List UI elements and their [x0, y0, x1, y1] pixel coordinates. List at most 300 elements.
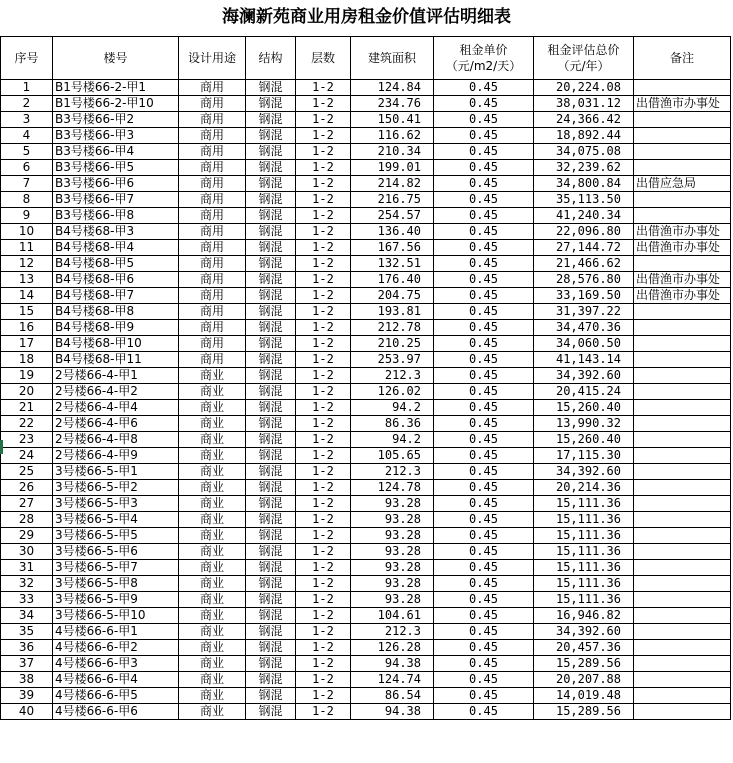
- cell-area[interactable]: 216.75: [351, 192, 434, 208]
- cell-use[interactable]: 商业: [179, 688, 246, 704]
- cell-total[interactable]: 41,240.34: [534, 208, 634, 224]
- cell-unit-price[interactable]: 0.45: [434, 144, 534, 160]
- cell-building[interactable]: B4号楼68-甲10: [53, 336, 179, 352]
- cell-seq[interactable]: 22: [1, 416, 53, 432]
- cell-area[interactable]: 212.3: [351, 464, 434, 480]
- cell-area[interactable]: 86.36: [351, 416, 434, 432]
- cell-building[interactable]: 4号楼66-6-甲2: [53, 640, 179, 656]
- cell-floors[interactable]: 1-2: [296, 512, 351, 528]
- cell-unit-price[interactable]: 0.45: [434, 368, 534, 384]
- cell-total[interactable]: 35,113.50: [534, 192, 634, 208]
- cell-remark[interactable]: [634, 368, 731, 384]
- cell-remark[interactable]: [634, 400, 731, 416]
- cell-remark[interactable]: 出借渔市办事处: [634, 224, 731, 240]
- cell-area[interactable]: 193.81: [351, 304, 434, 320]
- cell-use[interactable]: 商用: [179, 176, 246, 192]
- cell-seq[interactable]: 38: [1, 672, 53, 688]
- cell-use[interactable]: 商业: [179, 544, 246, 560]
- cell-total[interactable]: 15,111.36: [534, 528, 634, 544]
- cell-unit-price[interactable]: 0.45: [434, 352, 534, 368]
- cell-area[interactable]: 93.28: [351, 592, 434, 608]
- cell-use[interactable]: 商业: [179, 368, 246, 384]
- cell-floors[interactable]: 1-2: [296, 624, 351, 640]
- cell-building[interactable]: 3号楼66-5-甲4: [53, 512, 179, 528]
- cell-seq[interactable]: 25: [1, 464, 53, 480]
- cell-building[interactable]: 4号楼66-6-甲4: [53, 672, 179, 688]
- cell-use[interactable]: 商业: [179, 432, 246, 448]
- cell-remark[interactable]: [634, 560, 731, 576]
- cell-building[interactable]: 3号楼66-5-甲6: [53, 544, 179, 560]
- cell-seq[interactable]: 5: [1, 144, 53, 160]
- cell-use[interactable]: 商业: [179, 400, 246, 416]
- cell-unit-price[interactable]: 0.45: [434, 544, 534, 560]
- cell-unit-price[interactable]: 0.45: [434, 576, 534, 592]
- cell-remark[interactable]: 出借渔市办事处: [634, 96, 731, 112]
- cell-total[interactable]: 34,800.84: [534, 176, 634, 192]
- cell-use[interactable]: 商业: [179, 608, 246, 624]
- cell-seq[interactable]: 2: [1, 96, 53, 112]
- cell-total[interactable]: 34,470.36: [534, 320, 634, 336]
- cell-floors[interactable]: 1-2: [296, 272, 351, 288]
- cell-unit-price[interactable]: 0.45: [434, 384, 534, 400]
- cell-remark[interactable]: [634, 208, 731, 224]
- cell-area[interactable]: 150.41: [351, 112, 434, 128]
- cell-building[interactable]: B4号楼68-甲11: [53, 352, 179, 368]
- cell-remark[interactable]: [634, 432, 731, 448]
- cell-seq[interactable]: 39: [1, 688, 53, 704]
- cell-seq[interactable]: 19: [1, 368, 53, 384]
- cell-building[interactable]: 3号楼66-5-甲3: [53, 496, 179, 512]
- cell-structure[interactable]: 钢混: [246, 432, 296, 448]
- cell-floors[interactable]: 1-2: [296, 256, 351, 272]
- cell-building[interactable]: 3号楼66-5-甲10: [53, 608, 179, 624]
- cell-area[interactable]: 94.38: [351, 656, 434, 672]
- cell-area[interactable]: 167.56: [351, 240, 434, 256]
- cell-floors[interactable]: 1-2: [296, 128, 351, 144]
- cell-use[interactable]: 商用: [179, 304, 246, 320]
- cell-area[interactable]: 234.76: [351, 96, 434, 112]
- cell-structure[interactable]: 钢混: [246, 288, 296, 304]
- cell-floors[interactable]: 1-2: [296, 320, 351, 336]
- cell-floors[interactable]: 1-2: [296, 336, 351, 352]
- cell-use[interactable]: 商业: [179, 672, 246, 688]
- cell-seq[interactable]: 23: [1, 432, 53, 448]
- cell-structure[interactable]: 钢混: [246, 224, 296, 240]
- cell-floors[interactable]: 1-2: [296, 576, 351, 592]
- cell-structure[interactable]: 钢混: [246, 304, 296, 320]
- cell-seq[interactable]: 10: [1, 224, 53, 240]
- cell-seq[interactable]: 32: [1, 576, 53, 592]
- cell-structure[interactable]: 钢混: [246, 656, 296, 672]
- cell-total[interactable]: 32,239.62: [534, 160, 634, 176]
- cell-total[interactable]: 22,096.80: [534, 224, 634, 240]
- cell-use[interactable]: 商业: [179, 416, 246, 432]
- cell-structure[interactable]: 钢混: [246, 576, 296, 592]
- cell-use[interactable]: 商用: [179, 320, 246, 336]
- cell-structure[interactable]: 钢混: [246, 464, 296, 480]
- cell-total[interactable]: 20,214.36: [534, 480, 634, 496]
- cell-floors[interactable]: 1-2: [296, 160, 351, 176]
- cell-building[interactable]: B1号楼66-2-甲10: [53, 96, 179, 112]
- cell-total[interactable]: 16,946.82: [534, 608, 634, 624]
- cell-structure[interactable]: 钢混: [246, 144, 296, 160]
- cell-unit-price[interactable]: 0.45: [434, 512, 534, 528]
- cell-structure[interactable]: 钢混: [246, 496, 296, 512]
- cell-remark[interactable]: [634, 192, 731, 208]
- cell-remark[interactable]: [634, 592, 731, 608]
- cell-area[interactable]: 124.84: [351, 80, 434, 96]
- cell-remark[interactable]: [634, 704, 731, 720]
- cell-unit-price[interactable]: 0.45: [434, 560, 534, 576]
- cell-structure[interactable]: 钢混: [246, 336, 296, 352]
- cell-seq[interactable]: 15: [1, 304, 53, 320]
- cell-structure[interactable]: 钢混: [246, 608, 296, 624]
- cell-remark[interactable]: [634, 608, 731, 624]
- cell-floors[interactable]: 1-2: [296, 688, 351, 704]
- cell-seq[interactable]: 28: [1, 512, 53, 528]
- cell-building[interactable]: B1号楼66-2-甲1: [53, 80, 179, 96]
- cell-building[interactable]: 4号楼66-6-甲1: [53, 624, 179, 640]
- cell-area[interactable]: 93.28: [351, 576, 434, 592]
- cell-seq[interactable]: 7: [1, 176, 53, 192]
- cell-unit-price[interactable]: 0.45: [434, 592, 534, 608]
- cell-area[interactable]: 212.3: [351, 624, 434, 640]
- cell-seq[interactable]: 33: [1, 592, 53, 608]
- cell-floors[interactable]: 1-2: [296, 304, 351, 320]
- cell-use[interactable]: 商用: [179, 272, 246, 288]
- cell-use[interactable]: 商业: [179, 656, 246, 672]
- cell-seq[interactable]: 18: [1, 352, 53, 368]
- cell-area[interactable]: 126.02: [351, 384, 434, 400]
- cell-structure[interactable]: 钢混: [246, 128, 296, 144]
- cell-seq[interactable]: 37: [1, 656, 53, 672]
- cell-floors[interactable]: 1-2: [296, 672, 351, 688]
- cell-seq[interactable]: 40: [1, 704, 53, 720]
- cell-building[interactable]: 4号楼66-6-甲6: [53, 704, 179, 720]
- cell-total[interactable]: 15,111.36: [534, 592, 634, 608]
- cell-remark[interactable]: [634, 656, 731, 672]
- cell-structure[interactable]: 钢混: [246, 624, 296, 640]
- cell-floors[interactable]: 1-2: [296, 496, 351, 512]
- cell-total[interactable]: 34,075.08: [534, 144, 634, 160]
- cell-unit-price[interactable]: 0.45: [434, 704, 534, 720]
- cell-building[interactable]: B3号楼66-甲4: [53, 144, 179, 160]
- cell-floors[interactable]: 1-2: [296, 544, 351, 560]
- cell-building[interactable]: B3号楼66-甲2: [53, 112, 179, 128]
- cell-use[interactable]: 商用: [179, 288, 246, 304]
- cell-remark[interactable]: [634, 304, 731, 320]
- cell-use[interactable]: 商业: [179, 640, 246, 656]
- cell-use[interactable]: 商业: [179, 704, 246, 720]
- cell-unit-price[interactable]: 0.45: [434, 320, 534, 336]
- cell-area[interactable]: 124.74: [351, 672, 434, 688]
- cell-remark[interactable]: [634, 544, 731, 560]
- cell-area[interactable]: 116.62: [351, 128, 434, 144]
- cell-seq[interactable]: 35: [1, 624, 53, 640]
- cell-building[interactable]: B4号楼68-甲8: [53, 304, 179, 320]
- cell-area[interactable]: 132.51: [351, 256, 434, 272]
- cell-remark[interactable]: [634, 448, 731, 464]
- cell-building[interactable]: B4号楼68-甲9: [53, 320, 179, 336]
- cell-building[interactable]: 3号楼66-5-甲7: [53, 560, 179, 576]
- cell-floors[interactable]: 1-2: [296, 592, 351, 608]
- cell-total[interactable]: 41,143.14: [534, 352, 634, 368]
- cell-total[interactable]: 34,392.60: [534, 464, 634, 480]
- cell-structure[interactable]: 钢混: [246, 320, 296, 336]
- cell-use[interactable]: 商用: [179, 128, 246, 144]
- cell-area[interactable]: 210.25: [351, 336, 434, 352]
- cell-use[interactable]: 商用: [179, 352, 246, 368]
- cell-area[interactable]: 253.97: [351, 352, 434, 368]
- cell-building[interactable]: 3号楼66-5-甲1: [53, 464, 179, 480]
- cell-unit-price[interactable]: 0.45: [434, 448, 534, 464]
- cell-area[interactable]: 93.28: [351, 496, 434, 512]
- cell-building[interactable]: 3号楼66-5-甲9: [53, 592, 179, 608]
- cell-total[interactable]: 34,392.60: [534, 624, 634, 640]
- cell-seq[interactable]: 11: [1, 240, 53, 256]
- cell-seq[interactable]: 26: [1, 480, 53, 496]
- cell-building[interactable]: B3号楼66-甲8: [53, 208, 179, 224]
- cell-area[interactable]: 86.54: [351, 688, 434, 704]
- cell-structure[interactable]: 钢混: [246, 704, 296, 720]
- cell-floors[interactable]: 1-2: [296, 112, 351, 128]
- header-area[interactable]: 建筑面积: [351, 37, 434, 80]
- cell-unit-price[interactable]: 0.45: [434, 336, 534, 352]
- cell-total[interactable]: 15,111.36: [534, 496, 634, 512]
- cell-total[interactable]: 38,031.12: [534, 96, 634, 112]
- cell-unit-price[interactable]: 0.45: [434, 416, 534, 432]
- cell-building[interactable]: 2号楼66-4-甲8: [53, 432, 179, 448]
- header-structure[interactable]: 结构: [246, 37, 296, 80]
- cell-seq[interactable]: 24: [1, 448, 53, 464]
- cell-total[interactable]: 20,457.36: [534, 640, 634, 656]
- cell-seq[interactable]: 13: [1, 272, 53, 288]
- header-seq[interactable]: 序号: [1, 37, 53, 80]
- header-remark[interactable]: 备注: [634, 37, 731, 80]
- cell-total[interactable]: 15,289.56: [534, 704, 634, 720]
- cell-use[interactable]: 商业: [179, 592, 246, 608]
- cell-total[interactable]: 28,576.80: [534, 272, 634, 288]
- cell-remark[interactable]: [634, 128, 731, 144]
- cell-seq[interactable]: 1: [1, 80, 53, 96]
- cell-structure[interactable]: 钢混: [246, 272, 296, 288]
- cell-area[interactable]: 93.28: [351, 560, 434, 576]
- cell-remark[interactable]: [634, 512, 731, 528]
- header-use[interactable]: 设计用途: [179, 37, 246, 80]
- cell-use[interactable]: 商业: [179, 512, 246, 528]
- cell-seq[interactable]: 8: [1, 192, 53, 208]
- cell-structure[interactable]: 钢混: [246, 208, 296, 224]
- cell-floors[interactable]: 1-2: [296, 288, 351, 304]
- cell-structure[interactable]: 钢混: [246, 528, 296, 544]
- cell-use[interactable]: 商业: [179, 496, 246, 512]
- cell-building[interactable]: 2号楼66-4-甲6: [53, 416, 179, 432]
- cell-area[interactable]: 210.34: [351, 144, 434, 160]
- cell-building[interactable]: 2号楼66-4-甲9: [53, 448, 179, 464]
- cell-seq[interactable]: 29: [1, 528, 53, 544]
- header-floors[interactable]: 层数: [296, 37, 351, 80]
- cell-unit-price[interactable]: 0.45: [434, 624, 534, 640]
- cell-use[interactable]: 商业: [179, 624, 246, 640]
- cell-use[interactable]: 商用: [179, 144, 246, 160]
- cell-floors[interactable]: 1-2: [296, 608, 351, 624]
- cell-area[interactable]: 254.57: [351, 208, 434, 224]
- cell-remark[interactable]: [634, 320, 731, 336]
- cell-use[interactable]: 商用: [179, 80, 246, 96]
- cell-use[interactable]: 商用: [179, 224, 246, 240]
- cell-building[interactable]: B3号楼66-甲3: [53, 128, 179, 144]
- cell-structure[interactable]: 钢混: [246, 560, 296, 576]
- cell-area[interactable]: 93.28: [351, 512, 434, 528]
- cell-use[interactable]: 商用: [179, 336, 246, 352]
- header-unit-price[interactable]: [434, 37, 534, 80]
- cell-remark[interactable]: [634, 672, 731, 688]
- cell-seq[interactable]: 17: [1, 336, 53, 352]
- cell-use[interactable]: 商业: [179, 480, 246, 496]
- cell-floors[interactable]: 1-2: [296, 80, 351, 96]
- cell-floors[interactable]: 1-2: [296, 464, 351, 480]
- cell-total[interactable]: 15,111.36: [534, 560, 634, 576]
- cell-remark[interactable]: [634, 416, 731, 432]
- cell-unit-price[interactable]: 0.45: [434, 176, 534, 192]
- cell-building[interactable]: 3号楼66-5-甲8: [53, 576, 179, 592]
- header-building[interactable]: 楼号: [53, 37, 179, 80]
- cell-total[interactable]: 17,115.30: [534, 448, 634, 464]
- cell-floors[interactable]: 1-2: [296, 240, 351, 256]
- cell-floors[interactable]: 1-2: [296, 560, 351, 576]
- cell-use[interactable]: 商业: [179, 384, 246, 400]
- cell-total[interactable]: 18,892.44: [534, 128, 634, 144]
- cell-structure[interactable]: 钢混: [246, 368, 296, 384]
- cell-building[interactable]: 2号楼66-4-甲2: [53, 384, 179, 400]
- cell-area[interactable]: 199.01: [351, 160, 434, 176]
- cell-unit-price[interactable]: 0.45: [434, 224, 534, 240]
- cell-area[interactable]: 212.3: [351, 368, 434, 384]
- cell-remark[interactable]: [634, 80, 731, 96]
- cell-unit-price[interactable]: 0.45: [434, 272, 534, 288]
- cell-unit-price[interactable]: 0.45: [434, 496, 534, 512]
- cell-area[interactable]: 214.82: [351, 176, 434, 192]
- cell-use[interactable]: 商用: [179, 240, 246, 256]
- cell-unit-price[interactable]: 0.45: [434, 528, 534, 544]
- cell-unit-price[interactable]: 0.45: [434, 128, 534, 144]
- cell-remark[interactable]: 出借渔市办事处: [634, 240, 731, 256]
- cell-total[interactable]: 21,466.62: [534, 256, 634, 272]
- cell-total[interactable]: 15,111.36: [534, 512, 634, 528]
- cell-floors[interactable]: 1-2: [296, 432, 351, 448]
- cell-total[interactable]: 24,366.42: [534, 112, 634, 128]
- cell-floors[interactable]: 1-2: [296, 384, 351, 400]
- cell-area[interactable]: 176.40: [351, 272, 434, 288]
- cell-building[interactable]: 3号楼66-5-甲5: [53, 528, 179, 544]
- cell-remark[interactable]: [634, 112, 731, 128]
- cell-unit-price[interactable]: 0.45: [434, 608, 534, 624]
- cell-remark[interactable]: 出借渔市办事处: [634, 288, 731, 304]
- cell-unit-price[interactable]: 0.45: [434, 480, 534, 496]
- cell-seq[interactable]: 30: [1, 544, 53, 560]
- cell-remark[interactable]: [634, 624, 731, 640]
- cell-building[interactable]: B3号楼66-甲6: [53, 176, 179, 192]
- cell-structure[interactable]: 钢混: [246, 352, 296, 368]
- cell-total[interactable]: 31,397.22: [534, 304, 634, 320]
- cell-use[interactable]: 商用: [179, 256, 246, 272]
- cell-floors[interactable]: 1-2: [296, 704, 351, 720]
- cell-structure[interactable]: 钢混: [246, 480, 296, 496]
- cell-remark[interactable]: [634, 640, 731, 656]
- cell-unit-price[interactable]: 0.45: [434, 288, 534, 304]
- cell-building[interactable]: B4号楼68-甲4: [53, 240, 179, 256]
- cell-use[interactable]: 商用: [179, 192, 246, 208]
- cell-total[interactable]: 15,289.56: [534, 656, 634, 672]
- cell-use[interactable]: 商用: [179, 96, 246, 112]
- cell-structure[interactable]: 钢混: [246, 672, 296, 688]
- cell-unit-price[interactable]: 0.45: [434, 160, 534, 176]
- cell-remark[interactable]: [634, 496, 731, 512]
- cell-area[interactable]: 105.65: [351, 448, 434, 464]
- cell-structure[interactable]: 钢混: [246, 640, 296, 656]
- cell-area[interactable]: 204.75: [351, 288, 434, 304]
- cell-floors[interactable]: 1-2: [296, 416, 351, 432]
- cell-remark[interactable]: [634, 528, 731, 544]
- cell-structure[interactable]: 钢混: [246, 544, 296, 560]
- cell-remark[interactable]: [634, 464, 731, 480]
- cell-structure[interactable]: 钢混: [246, 80, 296, 96]
- cell-building[interactable]: 3号楼66-5-甲2: [53, 480, 179, 496]
- cell-use[interactable]: 商用: [179, 208, 246, 224]
- cell-seq[interactable]: 27: [1, 496, 53, 512]
- cell-total[interactable]: 20,207.88: [534, 672, 634, 688]
- cell-area[interactable]: 94.38: [351, 704, 434, 720]
- cell-total[interactable]: 15,111.36: [534, 544, 634, 560]
- cell-building[interactable]: B4号楼68-甲6: [53, 272, 179, 288]
- cell-structure[interactable]: 钢混: [246, 160, 296, 176]
- cell-area[interactable]: 93.28: [351, 544, 434, 560]
- cell-seq[interactable]: 21: [1, 400, 53, 416]
- cell-building[interactable]: B4号楼68-甲3: [53, 224, 179, 240]
- cell-total[interactable]: 15,111.36: [534, 576, 634, 592]
- cell-building[interactable]: B4号楼68-甲7: [53, 288, 179, 304]
- cell-floors[interactable]: 1-2: [296, 192, 351, 208]
- cell-use[interactable]: 商业: [179, 464, 246, 480]
- cell-floors[interactable]: 1-2: [296, 448, 351, 464]
- cell-use[interactable]: 商业: [179, 576, 246, 592]
- cell-remark[interactable]: [634, 688, 731, 704]
- cell-structure[interactable]: 钢混: [246, 256, 296, 272]
- cell-unit-price[interactable]: 0.45: [434, 464, 534, 480]
- cell-building[interactable]: 2号楼66-4-甲1: [53, 368, 179, 384]
- cell-remark[interactable]: [634, 480, 731, 496]
- cell-use[interactable]: 商业: [179, 448, 246, 464]
- cell-structure[interactable]: 钢混: [246, 400, 296, 416]
- cell-structure[interactable]: 钢混: [246, 192, 296, 208]
- cell-use[interactable]: 商用: [179, 112, 246, 128]
- cell-area[interactable]: 212.78: [351, 320, 434, 336]
- cell-unit-price[interactable]: 0.45: [434, 256, 534, 272]
- cell-seq[interactable]: 36: [1, 640, 53, 656]
- cell-total[interactable]: 15,260.40: [534, 432, 634, 448]
- cell-floors[interactable]: 1-2: [296, 528, 351, 544]
- cell-total[interactable]: 20,224.08: [534, 80, 634, 96]
- cell-seq[interactable]: 12: [1, 256, 53, 272]
- cell-unit-price[interactable]: 0.45: [434, 672, 534, 688]
- cell-structure[interactable]: 钢混: [246, 688, 296, 704]
- cell-unit-price[interactable]: 0.45: [434, 688, 534, 704]
- cell-total[interactable]: 34,392.60: [534, 368, 634, 384]
- cell-seq[interactable]: 20: [1, 384, 53, 400]
- cell-remark[interactable]: [634, 336, 731, 352]
- cell-building[interactable]: 2号楼66-4-甲4: [53, 400, 179, 416]
- cell-remark[interactable]: [634, 256, 731, 272]
